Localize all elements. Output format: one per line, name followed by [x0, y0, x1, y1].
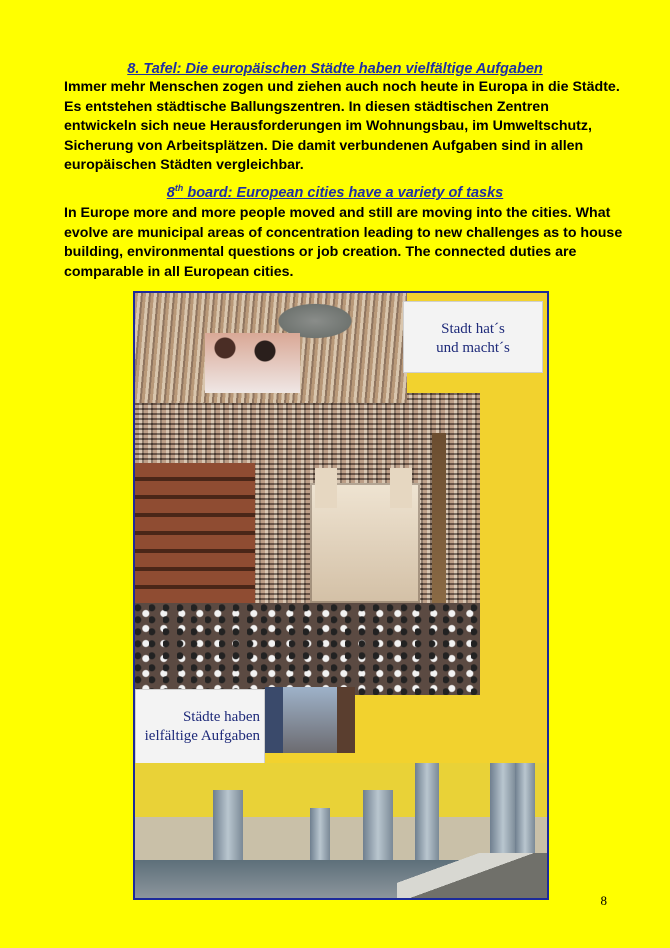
- clock-tower: [432, 433, 446, 603]
- page-number: 8: [600, 893, 607, 908]
- church-tower-left: [315, 468, 337, 508]
- skyscraper: [310, 808, 330, 868]
- skyscraper: [363, 790, 393, 868]
- english-title: [0, 184, 670, 202]
- english-title-number: 8: [166, 185, 175, 201]
- crowd: [135, 603, 480, 695]
- skyscraper: [213, 790, 243, 868]
- english-paragraph: In Europe more and more people moved and still are moving into the cities. What evolve are municipal areas of concentration leading to new challenges as to house building, environmental questions or job creation. The connected duties are comparable in all European cities.: [64, 205, 623, 280]
- collage-label-top: Stadt hat´s und macht´s: [403, 301, 543, 373]
- german-paragraph: Immer mehr Menschen zogen und ziehen auch noch heute in Europa in die Städte. Es entstehen städtische Ballungszentren. In diesen städtischen Zentren entwickeln sich neue Herausforderungen im Wohnungsbau, im Umweltschutz, Sicherung von Arbeitsplätzen. Die damit verbundenen Aufgaben sind in allen europäischen Städten vergleichbar.: [64, 79, 620, 174]
- english-title-rest: board: European cities have a variety of tasks: [183, 185, 504, 201]
- frankfurt-skyline-photo: [135, 763, 547, 898]
- photo-collage: [133, 291, 549, 900]
- collage-label-bottom: Städte haben ielfältige Aufgaben: [135, 689, 265, 769]
- road: [397, 853, 547, 898]
- church-tower-right: [390, 468, 412, 508]
- german-title: 8. Tafel: Die europäischen Städte haben vielfältige Aufgaben: [127, 61, 543, 77]
- athens-city-photo: [135, 293, 407, 403]
- english-title-superscript: th: [174, 183, 184, 194]
- street-photo: [265, 687, 355, 753]
- people-group: [205, 333, 300, 393]
- rome-spanish-steps-photo: [135, 393, 480, 695]
